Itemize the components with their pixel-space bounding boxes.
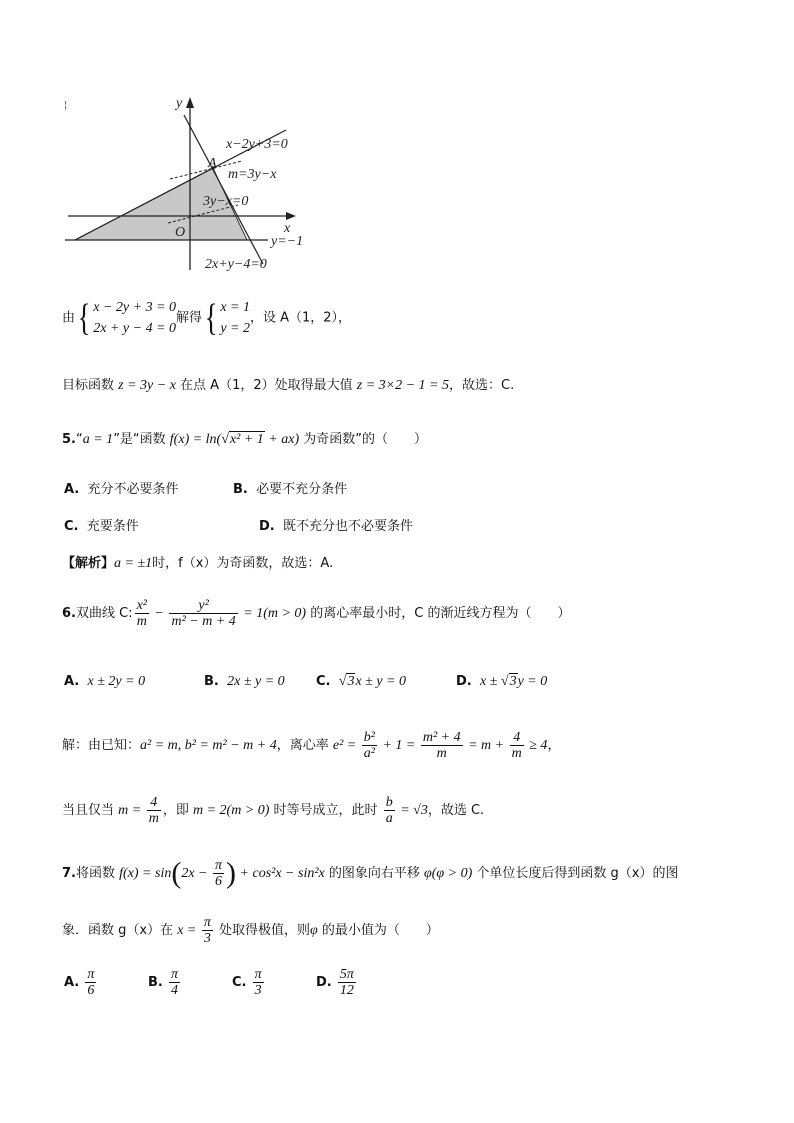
numerator: b² bbox=[363, 730, 375, 745]
numerator: 4 bbox=[510, 730, 524, 746]
numerator: m² + 4 bbox=[422, 730, 461, 745]
m-line-label: m=3y−x bbox=[228, 167, 277, 182]
fraction bbox=[338, 967, 356, 998]
math: a = ±1 bbox=[114, 556, 153, 571]
option-text: 充分不必要条件 bbox=[87, 482, 179, 497]
math: a = 1 bbox=[82, 432, 114, 447]
q6-solution-line1 bbox=[62, 730, 560, 761]
text: 时等号成立，此时 bbox=[269, 803, 382, 818]
solution4-prefix: 由 bbox=[62, 310, 76, 326]
option-text: 既不充分也不必要条件 bbox=[283, 519, 414, 534]
feasible-region-figure bbox=[60, 92, 360, 277]
text: 将函数 bbox=[75, 866, 120, 881]
math: m = 2(m > 0) bbox=[192, 803, 270, 818]
margin-mark: ¦ bbox=[64, 100, 68, 111]
math-z-value: z = 3×2 − 1 = 5 bbox=[356, 378, 450, 393]
q7-option-d[interactable] bbox=[316, 967, 358, 998]
y-axis-arrow bbox=[186, 97, 194, 108]
q6-option-a[interactable] bbox=[64, 674, 145, 690]
solution4-line1 bbox=[62, 297, 351, 339]
math-radicand: 3 bbox=[347, 674, 355, 689]
analysis-tag: 【解析】 bbox=[62, 556, 115, 571]
math: a² = m, b² = m² − m + 4 bbox=[140, 738, 277, 753]
text: ，即 bbox=[162, 803, 193, 818]
denominator: 3 bbox=[203, 931, 211, 946]
question-number: 5. bbox=[62, 432, 76, 447]
text: ，故选 C. bbox=[427, 803, 485, 818]
fraction bbox=[384, 795, 395, 826]
denominator: 12 bbox=[339, 983, 354, 998]
math: e² = bbox=[332, 738, 360, 753]
option-label: C. bbox=[232, 975, 247, 990]
numerator: y² bbox=[169, 598, 237, 614]
math: 2x − bbox=[181, 866, 212, 881]
option-label: B. bbox=[148, 975, 163, 990]
line2-label: 2x+y−4=0 bbox=[205, 257, 267, 272]
text: 时，f（x）为奇函数，故选：A. bbox=[152, 556, 334, 571]
eq1: x − 2y + 3 = 0 bbox=[93, 300, 177, 315]
q7-option-c[interactable] bbox=[232, 967, 266, 998]
solution-system bbox=[220, 297, 250, 339]
denominator: a² bbox=[363, 746, 375, 761]
q6-solution-line2 bbox=[62, 795, 484, 826]
option-text: x ± 2y = 0 bbox=[87, 674, 146, 689]
math: f(x) = sin bbox=[119, 866, 172, 881]
denominator: a bbox=[385, 811, 393, 826]
denominator: m bbox=[136, 614, 147, 629]
math-z: z = 3y − x bbox=[118, 378, 176, 393]
text: 解：由已知： bbox=[62, 738, 141, 753]
denominator: m bbox=[511, 746, 522, 761]
text: 当且仅当 bbox=[62, 803, 119, 818]
math: f(x) = ln( bbox=[169, 432, 222, 447]
denominator: m bbox=[148, 811, 159, 826]
option-text: x ± √ bbox=[480, 674, 509, 689]
math-radicand: x² + 1 bbox=[229, 432, 264, 447]
text: 的图象向右平移 bbox=[324, 866, 425, 881]
option-label: D. bbox=[316, 975, 332, 990]
text: ， bbox=[547, 738, 561, 753]
text: 的最小值为（ ） bbox=[317, 923, 439, 938]
denominator: m bbox=[436, 746, 447, 761]
x-axis-label: x bbox=[284, 221, 291, 236]
point-a-label: A bbox=[208, 156, 217, 171]
question-7-stem-line1 bbox=[62, 858, 679, 889]
question-7-stem-line2 bbox=[62, 915, 439, 946]
set-point-text: ，设 A（1，2）， bbox=[249, 310, 352, 326]
numerator: b bbox=[385, 795, 393, 810]
text: 象．函数 g（x）在 bbox=[62, 923, 178, 938]
fraction bbox=[510, 730, 524, 761]
question-number: 6. bbox=[62, 606, 76, 621]
math: x = bbox=[177, 923, 200, 938]
math: = √3 bbox=[396, 803, 428, 818]
origin-label: O bbox=[175, 225, 186, 240]
fraction bbox=[85, 967, 96, 998]
text: ，离心率 bbox=[276, 738, 333, 753]
q5-analysis bbox=[62, 552, 333, 572]
line1-label: x−2y+3=0 bbox=[226, 137, 288, 152]
text: 处取得极值，则 bbox=[214, 923, 311, 938]
denominator: 6 bbox=[215, 874, 223, 889]
text: 目标函数 bbox=[62, 378, 119, 393]
q5-option-a[interactable] bbox=[64, 478, 179, 497]
denominator: 3 bbox=[254, 983, 262, 998]
sol1: x = 1 bbox=[220, 300, 250, 315]
option-label: A. bbox=[64, 975, 80, 990]
fraction bbox=[202, 915, 213, 946]
math: m = bbox=[118, 803, 145, 818]
math: ≥ 4 bbox=[525, 738, 548, 753]
q5-option-d[interactable] bbox=[259, 515, 413, 534]
y-axis-label: y bbox=[176, 96, 183, 111]
equation-system bbox=[93, 297, 176, 339]
question-6-stem bbox=[62, 598, 570, 629]
option-label: C. bbox=[316, 674, 331, 689]
option-label: D. bbox=[259, 519, 275, 534]
numerator: π bbox=[171, 967, 179, 982]
question-5-stem bbox=[62, 428, 427, 448]
text: 为奇函数”的（ ） bbox=[299, 432, 427, 447]
math: = m + bbox=[464, 738, 508, 753]
math: = 1(m > 0) bbox=[239, 606, 307, 621]
line-3y-label: 3y−x=0 bbox=[203, 194, 249, 209]
numerator: π bbox=[215, 858, 223, 873]
fraction bbox=[135, 598, 149, 629]
option-text: y = 0 bbox=[517, 674, 548, 689]
fraction bbox=[421, 730, 463, 761]
q5-option-b[interactable] bbox=[233, 478, 347, 497]
eq2: 2x + y − 4 = 0 bbox=[93, 321, 177, 336]
option-text: 必要不充分条件 bbox=[256, 482, 348, 497]
numerator: π bbox=[254, 967, 262, 982]
math: − bbox=[151, 606, 168, 621]
left-brace-icon: { bbox=[77, 297, 91, 339]
question-number: 7. bbox=[62, 866, 76, 881]
fraction bbox=[147, 795, 161, 826]
x-axis-arrow bbox=[286, 212, 296, 220]
option-label: A. bbox=[64, 674, 80, 689]
math: φ bbox=[310, 923, 318, 938]
sqrt-icon: √ bbox=[338, 674, 347, 689]
option-label: A. bbox=[64, 482, 80, 497]
q5-option-c[interactable] bbox=[64, 515, 139, 534]
option-text: x ± y = 0 bbox=[355, 674, 406, 689]
text: ”是“函数 bbox=[113, 432, 170, 447]
line-y-label: y=−1 bbox=[271, 234, 304, 249]
option-label: D. bbox=[456, 674, 472, 689]
left-paren-icon: ( bbox=[171, 856, 182, 890]
numerator: 5π bbox=[339, 967, 354, 982]
fraction bbox=[362, 730, 377, 761]
solve-word: 解得 bbox=[176, 310, 203, 326]
sqrt-icon: √ bbox=[221, 432, 229, 447]
option-label: C. bbox=[64, 519, 79, 534]
fraction bbox=[213, 858, 224, 889]
text: “ bbox=[75, 432, 83, 447]
text: 个单位长度后得到函数 g（x）的图 bbox=[472, 866, 679, 881]
q6-option-d[interactable] bbox=[456, 674, 547, 690]
right-paren-icon: ) bbox=[226, 856, 237, 890]
numerator: π bbox=[87, 967, 95, 982]
option-label: B. bbox=[233, 482, 248, 497]
fraction bbox=[169, 598, 237, 629]
math: + 1 = bbox=[378, 738, 419, 753]
option-label: B. bbox=[204, 674, 219, 689]
numerator: 4 bbox=[147, 795, 161, 811]
math: + ax) bbox=[264, 432, 300, 447]
denominator: m² − m + 4 bbox=[171, 614, 236, 629]
text: 在点 A（1，2）处取得最大值 bbox=[175, 378, 357, 393]
denominator: 4 bbox=[171, 983, 178, 998]
q7-option-b[interactable] bbox=[148, 967, 182, 998]
q6-option-b[interactable] bbox=[204, 674, 285, 690]
left-brace-icon: { bbox=[204, 297, 218, 339]
solution4-line2 bbox=[62, 374, 514, 394]
numerator: π bbox=[203, 915, 211, 930]
sol2: y = 2 bbox=[220, 321, 250, 336]
fraction bbox=[253, 967, 264, 998]
q6-option-c[interactable] bbox=[316, 674, 406, 690]
q7-option-a[interactable] bbox=[64, 967, 98, 998]
math-radicand: 3 bbox=[509, 674, 517, 689]
option-text: 2x ± y = 0 bbox=[227, 674, 285, 689]
denominator: 6 bbox=[87, 983, 95, 998]
text: 的离心率最小时，C 的渐近线方程为（ ） bbox=[306, 606, 571, 621]
math: φ(φ > 0) bbox=[424, 866, 473, 881]
math: + cos²x − sin²x bbox=[236, 866, 325, 881]
option-text: 充要条件 bbox=[86, 519, 139, 534]
text: 双曲线 C: bbox=[75, 606, 133, 621]
text: ，故选：C. bbox=[449, 378, 515, 393]
numerator: x² bbox=[136, 598, 147, 613]
fraction bbox=[169, 967, 180, 998]
